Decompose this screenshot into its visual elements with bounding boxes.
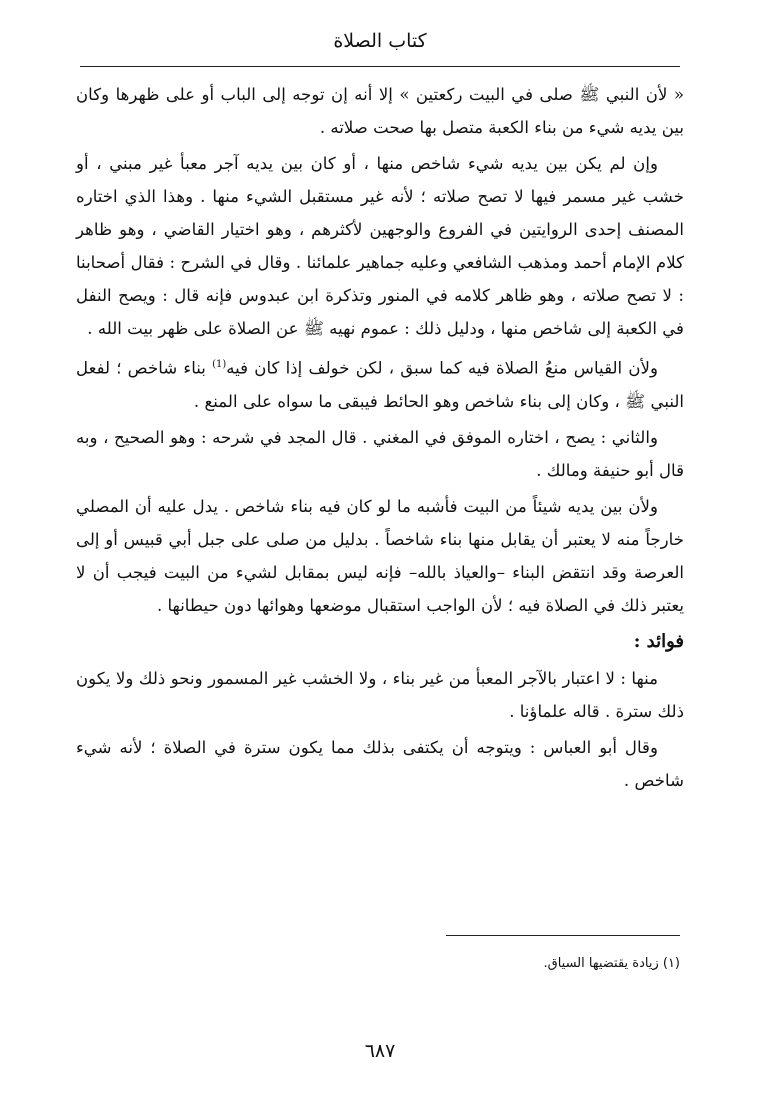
header-rule [80, 66, 680, 67]
page-header-title: كتاب الصلاة [333, 30, 427, 52]
paragraph-3 [76, 348, 684, 418]
section-heading: فوائد : [633, 630, 684, 652]
paragraph-2: وإن لم يكن بين يديه شيء شاخص منها ، أو كان بين يديه آجر معبأ غير مبني ، أو خشب غير مسمر فيها لا تصح صلاته ؛ لأنه غير مستقبل الشيء منها . وهذا الذي اختاره المصنف إحدى الروايتين في الفروع والوجهين لأكثرهم ، وهو اختيار القاضي ، وهو ظاهر كلام الإمام أحمد ومذهب الشافعي وعليه جماهير علمائنا . وقال في الشرح : فقال أصحابنا : لا تصح صلاته ، وهو ظاهر كلامه في المنور وتذكرة ابن عبدوس فإنه قال : ويصح النفل في الكعبة إلى شاخص منها ، ودليل ذلك : عموم نهيه ﷺ عن الصلاة على ظهر بيت الله . [76, 154, 684, 338]
main-text [76, 78, 684, 800]
paragraph-5: ولأن بين يديه شيئاً من البيت فأشبه ما لو كان فيه بناء شاخص . يدل عليه أن المصلي خارجاً منه لا يعتبر أن يقابل منها بناء شاخصاً . بدليل من صلى على جبل أبي قبيس أو إلى العرصة وقد انتقض البناء –والعياذ بالله– فإنه ليس بمقابل لشيء من البيت فيجب أن لا يعتبر ذلك في الصلاة فيه ؛ لأن الواجب استقبال موضعها وهوائها دون حيطانها . [76, 496, 684, 615]
paragraph-7: وقال أبو العباس : ويتوجه أن يكتفى بذلك مما يكون سترة في الصلاة ؛ لأنه شيء شاخص . [76, 737, 684, 790]
paragraph-3-text-a: ولأن القياس منعُ الصلاة فيه كما سبق ، لكن خولف إذا كان فيه [226, 358, 658, 378]
footnote: (١) زيادة يقتضيها السياق. [543, 956, 680, 971]
footnote-separator [446, 935, 680, 936]
footnote-reference: (1) [212, 359, 227, 370]
paragraph-4: والثاني : يصح ، اختاره الموفق في المغني . قال المجد في شرحه : وهو الصحيح ، وبه قال أبو حنيفة ومالك . [76, 427, 684, 480]
paragraph-6: منها : لا اعتبار بالآجر المعبأ من غير بناء ، ولا الخشب غير المسمور ونحو ذلك ولا يكون ذلك سترة . قاله علماؤنا . [76, 668, 684, 721]
paragraph-1: « لأن النبي ﷺ صلى في البيت ركعتين » إلا أنه إن توجه إلى الباب أو على ظهرها وكان بين يديه شيء من بناء الكعبة متصل بها صحت صلاته . [76, 85, 684, 137]
paragraph-3-text-b: بناء شاخص ؛ لفعل النبي ﷺ ، وكان إلى بناء شاخص وهو الحائط فيبقى ما سواه على المنع . [76, 358, 684, 411]
page-number: ٦٨٧ [364, 1040, 396, 1062]
